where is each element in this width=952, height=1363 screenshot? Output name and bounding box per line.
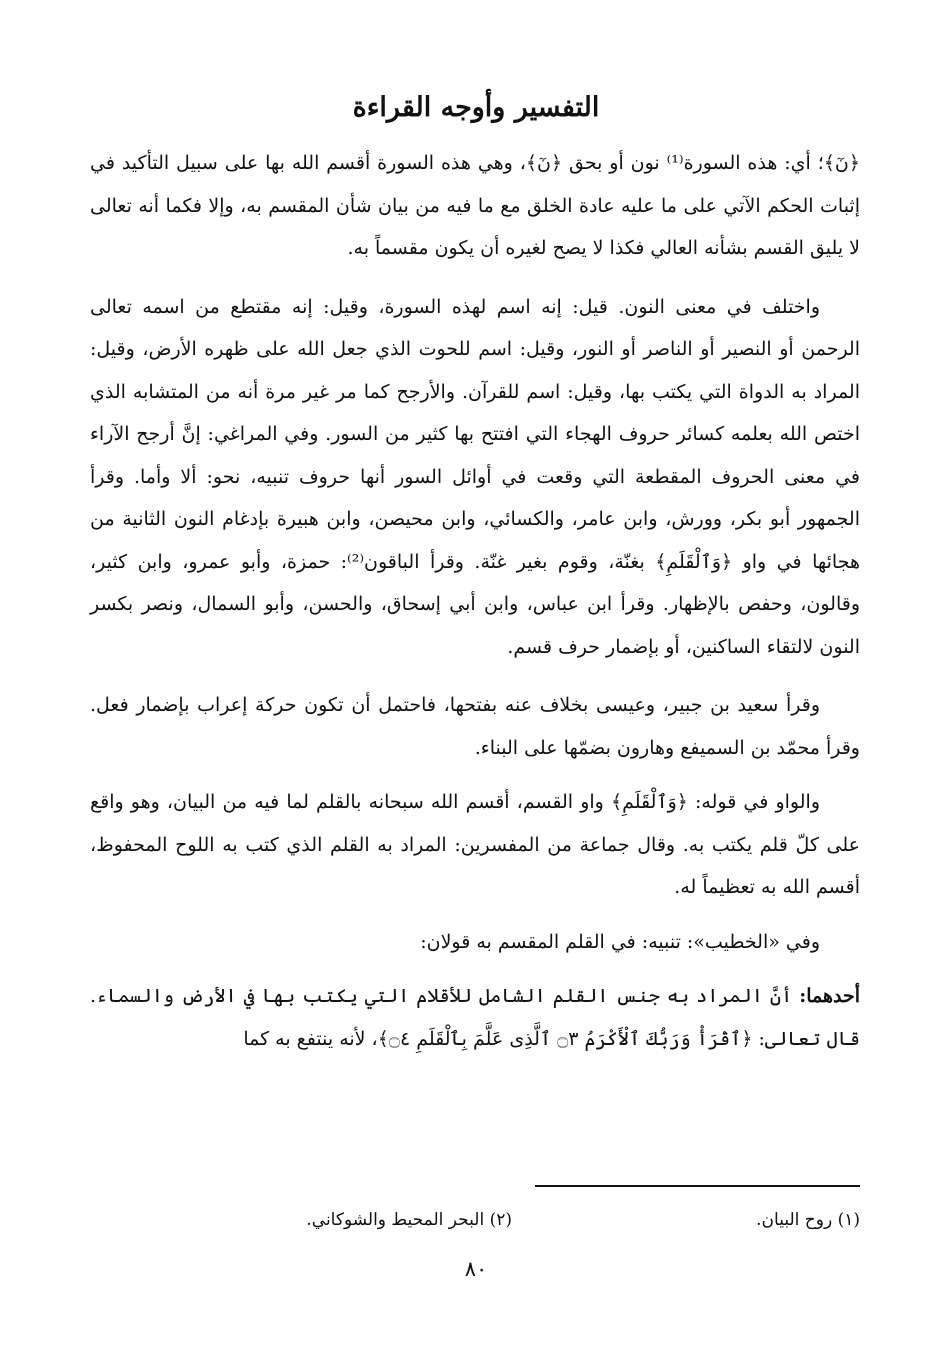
footnote-1: (١) روح البيان. xyxy=(756,1210,860,1230)
footnote-divider xyxy=(535,1185,860,1187)
first-opinion-text: أنَّ المراد به جنس القلم الشامل للأقلام التي يكتب بها في الأرض والسماء. قال تعالى: ﴿ٱقْرَأْ وَرَبُّكَ ٱلْأَكْرَمُ ۝٣ ٱلَّذِى عَلَّمَ بِٱلْقَلَمِ ۝٤﴾، لأنه ينتفع به كما xyxy=(90,985,860,1050)
first-opinion-label: أحدهما: xyxy=(799,985,860,1007)
page-number: ٨٠ xyxy=(464,1257,488,1281)
page-title: التفسير وأوجه القراءة xyxy=(352,92,600,123)
body-text xyxy=(90,142,860,1076)
paragraph-khatib-note: وفي «الخطيب»: تنبيه: في القلم المقسم به قولان: xyxy=(420,930,820,953)
paragraph-meaning-of-nun: واختلف في معنى النون. قيل: إنه اسم لهذه السورة، وقيل: إنه مقتطع من اسمه تعالى الرحمن أو النصير أو الناصر أو النور، وقيل: اسم للحوت الذي جعل الله على ظهره الأرض، وقيل: المراد به الدواة التي يكتب بها، وقيل: اسم للقرآن. والأرجح كما مر غير مرة أنه من المتشابه الذي اختص الله بعلمه كسائر حروف الهجاء التي افتتح بها كثير من السور. وفي المراغي: إنَّ أرجح الآراء في معنى الحروف المقطعة التي وقعت في أوائل السور أنها حروف تنبيه، نحو: ألا وأما. وقرأ الجمهور أبو بكر، وورش، وابن عامر، والكسائي، وابن محيصن، وابن هبيرة بإدغام النون الثانية من هجائها في واو ﴿وَٱلْقَلَمِ﴾ بغنّة، وقوم بغير غنّة. وقرأ الباقون⁽²⁾: حمزة، وأبو عمرو، وابن كثير، وقالون، وحفص بالإظهار. وقرأ ابن عباس، وابن أبي إسحاق، والحسن، وأبو السمال، ونصر بكسر النون لالتقاء الساكنين، أو بإضمار حرف قسم. xyxy=(90,295,860,658)
paragraph-first-opinion xyxy=(90,975,860,1060)
paragraph-readings: وقرأ سعيد بن جبير، وعيسى بخلاف عنه بفتحها، فاحتمل أن تكون حركة إعراب بإضمار فعل. وقرأ محمّد بن السميفع وهارون بضمّها على البناء. xyxy=(90,694,860,759)
paragraph-opening: ﴿نٓ﴾؛ أي: هذه السورة⁽¹⁾ نون أو بحق ﴿نٓ﴾، وهي هذه السورة أقسم الله بها على سبيل التأكيد في إثبات الحكم الآتي على ما عليه عادة الخلق مع ما فيه من بيان شأن المقسم به، وإلا فكما أنه تعالى لا يليق القسم بشأنه العالي فكذا لا يصح لغيره أن يكون مقسماً به. xyxy=(90,152,860,259)
paragraph-waw-qasam: والواو في قوله: ﴿وَٱلْقَلَمِ﴾ واو القسم، أقسم الله سبحانه بالقلم لما فيه من البيان، وهو واقع على كلّ قلم يكتب به. وقال جماعة من المفسرين: المراد به القلم الذي كتب به اللوح المحفوظ، أقسم الله به تعظيماً له. xyxy=(90,791,860,898)
footnote-2: (٢) البحر المحيط والشوكاني. xyxy=(306,1210,512,1230)
